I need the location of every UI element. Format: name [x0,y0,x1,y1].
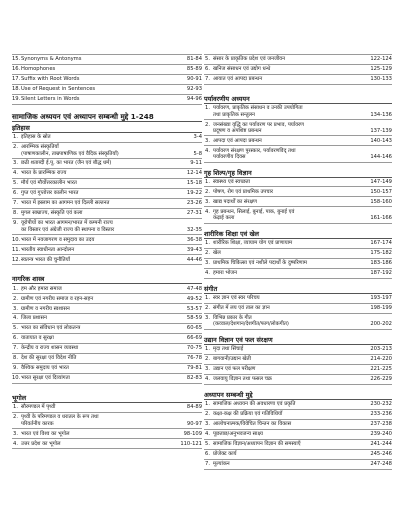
toc-entry [204,249,392,259]
entry-page-range: 122-124 [370,56,392,63]
entry-number: 16. [12,66,21,73]
entry-title: Suffix with Root Words [21,76,80,83]
entry-title: ग्रामीण एवं नगरीय समाज व रहन-सहन [21,295,94,302]
entry-title: Silent Letters in Words [21,96,80,103]
toc-entry [12,143,202,159]
entry-number: 15. [12,56,21,63]
entry-title: इतिहास के स्रोत [21,134,51,141]
entry-title: कक्षा-कक्ष की प्रक्रिया एवं गतिविधियाँ [213,411,283,418]
entry-number: 8. [13,355,18,362]
entry-page-range: 66-69 [186,335,202,342]
history-heading: इतिहास [12,122,202,133]
entry-page-range: 214-220 [370,356,392,363]
horticulture-list [204,345,392,385]
entry-number: 1. [205,240,210,247]
entry-title: खेल [213,250,221,257]
entry-number: 17. [12,76,21,83]
toc-entry [204,104,392,120]
entry-number: 10. [12,375,21,382]
entry-number: 4. [13,440,18,447]
entry-title: छठी शताब्दी ई.पू. का भारत (जैन एवं बौद्ध धर्म) [21,160,112,167]
entry-number: 2. [205,250,210,257]
entry-title: आयात एवं आपदा प्रबन्धन [213,76,263,83]
entry-page-range: 193-197 [370,294,392,301]
entry-number: 7. [205,460,210,467]
entry-page-range: 198-199 [370,304,392,311]
toc-entry [12,304,202,314]
toc-entry [204,65,392,75]
entry-number: 8. [13,210,18,217]
physical-education-heading: शारीरिक शिक्षा एवं खेल [204,228,392,239]
entry-number: 2. [205,356,210,363]
physical-education-list [204,239,392,279]
entry-title: मुगल साम्राज्य, संस्कृति एवं कला [21,210,83,217]
entry-number: 6. [205,66,210,73]
entry-title: बागवानी/उद्यान खेती [213,356,251,363]
entry-title: Synonyms & Antonyms [21,56,82,63]
toc-entry [12,344,202,354]
music-heading: संगीत [204,283,392,294]
toc-entry [12,429,202,439]
entry-title: पर्यावरण, प्राकृतिक संसाधन व उनकी उपयोगिता तथा प्राकृतिक सन्तुलन [213,105,303,118]
entry-page-range: 32-35 [186,226,202,233]
toc-entry [12,314,202,324]
entry-title: प्रोजेक्ट कार्य [213,450,237,457]
entry-page-range: 147-149 [370,178,392,185]
entry-number: 5. [205,56,210,63]
toc-entry [12,374,202,384]
entry-page-range: 183-186 [370,260,392,266]
toc-entry [204,365,392,375]
entry-number: 9. [13,365,18,372]
toc-entry [12,189,202,199]
toc-entry [204,355,392,365]
environment-list [204,104,392,163]
entry-number: 3. [205,260,210,266]
toc-entry [12,85,202,95]
entry-page-range: 3-4 [193,134,202,141]
entry-page-range: 49-52 [186,295,202,302]
left-column [12,54,202,449]
entry-number: 18. [12,86,21,93]
entry-number: 3. [205,314,210,321]
entry-title: आरम्भिक संस्कृतियाँ (पाषाणकालीन, ताम्रपाषाणिक एवं वैदिक संस्कृतियाँ) [21,144,119,157]
entry-page-range: 110-121 [180,440,202,447]
music-list [204,294,392,330]
entry-page-range: 233-236 [370,411,392,418]
entry-number: 4. [205,208,210,215]
entry-page-range: 84-89 [186,404,202,411]
entry-number: 2. [205,121,210,128]
entry-page-range: 58-59 [186,315,202,322]
civics-heading: नागरिक शास्त्र [12,273,202,284]
entry-page-range: 200-202 [370,321,392,328]
entry-page-range: 81-84 [186,56,202,63]
entry-title: यूरोपीयों का भारत आगमन/भारत में कम्पनी राज्य का विस्तार एवं अंग्रेजी राज्य की स्थापना व विस्तार [21,220,115,233]
entry-title: पूछताछ/अनुभवजन्य साक्ष्य [213,431,263,438]
entry-title: आपदा एवं आपदा प्रबन्धन [213,137,262,144]
entry-title: केन्द्रीय व राज्य शासन व्यवस्था [21,345,79,352]
entry-title: वैश्विक समुदाय एवं भारत [21,365,69,372]
entry-title: पर्यावरण संरक्षण पुरस्कार, पर्यावरणविद् तथा पर्यावरणीय दिवस [213,147,296,160]
entry-page-range: 94-96 [186,96,202,103]
toc-entry [204,120,392,136]
entry-page-range: 92-93 [186,86,202,93]
entry-title: संसार के प्राकृतिक प्रदेश एवं जनजीवन [213,56,285,63]
entry-title: मृदा तथा सिंचाई [213,346,244,353]
horticulture-heading: उद्यान विज्ञान एवं फल संरक्षण [204,334,392,345]
entry-number: 10. [12,236,21,243]
entry-title: संगीत में लय एवं ताल का ज्ञान [213,304,270,311]
toc-entry [12,439,202,449]
toc-entry [204,75,392,85]
entry-page-range: 203-213 [370,346,392,353]
entry-title: आलोचनात्मक/विवेचित चिन्तन का विकास [213,421,292,428]
entry-title: मूल्यांकन [213,460,230,467]
entry-number: 7. [13,200,18,207]
toc-entry [204,304,392,314]
entry-page-range: 60-65 [186,325,202,332]
entry-page-range: 134-136 [370,111,392,118]
entry-page-range: 230-232 [370,401,392,408]
entry-number: 2. [13,144,18,151]
entry-title: सौरमण्डल में पृथ्वी [21,404,56,411]
toc-entry [12,199,202,209]
entry-title: स्वास्थ्य एवं स्वच्छता [213,178,250,185]
toc-entry [12,245,202,255]
entry-title: जलवायु विज्ञान तथा फसल चक्र [213,376,272,383]
entry-number: 5. [205,441,210,447]
toc-entry [204,269,392,279]
toc-entry [12,324,202,334]
entry-page-range: 158-160 [370,198,392,205]
geography-continued-list [204,54,392,85]
right-column [204,54,392,470]
entry-number: 6. [13,335,18,342]
entry-page-range: 15-18 [186,180,202,187]
entry-page-range: 90-91 [186,76,202,83]
entry-title: भारतीय स्वाधीनता आन्दोलन [21,246,75,253]
toc-entry [12,284,202,294]
geography-list [12,403,202,449]
entry-number: 3. [205,137,210,144]
entry-title: भारत सुरक्षा एवं दिव्यांगता [21,375,70,382]
entry-page-range: 90-97 [186,420,202,427]
entry-number: 2. [13,414,18,421]
toc-entry [12,133,202,143]
toc-entry [12,219,202,235]
entry-number: 1. [205,178,210,185]
home-science-list [204,178,392,224]
entry-title: हम और हमारा समाज [21,285,62,292]
entry-page-range: 239-240 [370,431,392,438]
entry-number: 3. [13,160,18,167]
toc-entry [204,314,392,330]
toc-entry [204,259,392,269]
toc-entry [12,95,202,105]
toc-entry [12,159,202,169]
toc-entry [204,420,392,430]
entry-title: उत्तर प्रदेश का भूगोल [21,440,61,447]
entry-page-range: 144-146 [370,153,392,160]
entry-title: उद्यान एवं फल परीक्षण [213,366,256,373]
entry-page-range: 76-78 [186,355,202,362]
entry-number: 1. [13,404,18,411]
geography-heading: भूगोल [12,392,202,403]
entry-number: 6. [13,190,18,197]
toc-entry [12,209,202,219]
pedagogy-heading: अध्यापन सम्बन्धी मुद्दे [204,389,392,400]
entry-number: 19. [12,96,21,103]
entry-page-range: 241-244 [370,441,392,447]
entry-title: यातायात व सुरक्षा [21,335,54,342]
toc-entry [204,410,392,420]
entry-title: स्वर ज्ञान एवं स्वर परिचय [213,294,260,301]
entry-number: 4. [205,376,210,383]
entry-page-range: 125-129 [370,66,392,73]
entry-title: प्राथमिक चिकित्सा एवं नशीले पदार्थों के दुष्परिणाम [213,260,307,266]
entry-title: भारत का संविधान एवं लोकतन्त्र [21,325,81,332]
entry-page-range: 39-43 [186,246,202,253]
pedagogy-list [204,400,392,470]
entry-number: 1. [205,346,210,353]
entry-number: 2. [205,411,210,418]
entry-number: 3. [205,366,210,373]
entry-number: 1. [13,285,18,292]
entry-number: 4. [205,431,210,438]
entry-title: भारत एवं विश्व का भूगोल [21,430,70,437]
toc-entry [204,430,392,440]
entry-number: 12. [12,256,21,263]
entry-page-range: 44-46 [186,256,202,263]
entry-title: Use of Request in Sentences [21,86,96,93]
toc-entry [204,178,392,188]
entry-title: गुप्त एवं गुप्तोत्तर कालीन भारत [21,190,79,197]
entry-title: भारत में नवजागरण व समुदाय का उदय [21,236,95,243]
entry-page-range: 187-192 [370,269,392,276]
main-section-heading: सामाजिक अध्ययन एवं अध्यापन सम्बन्धी मुद्दे 1-248 [12,109,202,122]
toc-entry [12,403,202,413]
english-list [12,54,202,105]
entry-page-range: 5-8 [193,150,202,157]
toc-entry [12,413,202,429]
entry-page-range: 130-133 [370,76,392,83]
entry-page-range: 36-38 [186,236,202,243]
entry-title: गृह प्रबन्धन, सिलाई, बुनाई, पाक, बुनाई एवं कढ़ाई कला [213,208,295,222]
entry-page-range: 245-246 [370,450,392,457]
toc-entry [204,345,392,355]
entry-title: स्वतन्त्र भारत की चुनौतियाँ [21,256,70,263]
entry-page-range: 137-139 [370,127,392,134]
entry-page-range: 175-182 [370,250,392,257]
entry-number: 7. [13,345,18,352]
entry-page-range: 167-174 [370,240,392,247]
environment-heading: पर्यावरणीय अध्ययन [204,93,392,104]
toc-entry [12,179,202,189]
entry-title: हमारा भोजन [213,269,238,276]
entry-title: पृथ्वी के परिमण्डल व धरातल के रूप तथा परिवर्तनीय कारक [21,414,99,427]
entry-page-range: 237-238 [370,421,392,428]
entry-number: 5. [13,325,18,332]
entry-number: 2. [13,295,18,302]
entry-page-range: 79-81 [186,365,202,372]
entry-number: 4. [205,269,210,276]
entry-number: 4. [13,170,18,177]
entry-title: सामाजिक अध्ययन की अवधारणा एवं प्रकृति [213,401,296,408]
toc-entry [204,400,392,410]
entry-page-range: 247-248 [370,460,392,467]
entry-number: 4. [13,315,18,322]
toc-entry [204,197,392,207]
entry-number: 3. [13,430,18,437]
toc-entry [12,354,202,364]
entry-page-range: 140-143 [370,137,392,144]
entry-page-range: 47-48 [186,285,202,292]
entry-page-range: 221-225 [370,366,392,373]
entry-number: 1. [13,134,18,141]
entry-title: खाद्य पदार्थों का संरक्षण [213,198,257,205]
entry-title: ग्रामीण व नगरीय स्वशासन [21,305,70,312]
toc-entry [204,187,392,197]
toc-entry [204,294,392,304]
history-list [12,133,202,265]
entry-number: 7. [205,76,210,83]
entry-title: खनिज संसाधन एवं उद्योग धन्धे [213,66,271,73]
entry-page-range: 161-166 [370,215,392,222]
toc-entry [204,450,392,460]
entry-page-range: 70-75 [186,345,202,352]
entry-number: 9. [13,220,18,227]
entry-title: मौर्य एवं मौर्योत्तरकालीन भारत [21,180,77,187]
entry-page-range: 27-31 [186,210,202,217]
toc-entry [12,75,202,85]
entry-title: पोषण, रोग एवं प्राथमिक उपचार [213,188,274,195]
toc-entry [204,440,392,450]
home-science-heading: गृह शिल्प/गृह विज्ञान [204,167,392,178]
entry-page-range: 53-57 [186,305,202,312]
entry-page-range: 98-109 [183,430,202,437]
entry-title: भारत के प्रारम्भिक राज्य [21,170,67,177]
entry-title: सामाजिक विज्ञान/अध्यापन विज्ञान की समस्याएँ [213,441,301,447]
entry-number: 4. [205,147,210,154]
toc-entry [12,235,202,245]
entry-number: 1. [205,401,210,408]
toc-entry [12,169,202,179]
entry-page-range: 23-26 [186,200,202,207]
toc-entry [12,65,202,75]
entry-number: 3. [205,198,210,205]
entry-title: Homophones [21,66,56,73]
entry-page-range: 12-14 [186,170,202,177]
entry-number: 6. [205,450,210,457]
entry-number: 2. [205,188,210,195]
toc-entry [12,364,202,374]
civics-list [12,284,202,384]
toc-entry [204,207,392,223]
entry-page-range: 150-157 [370,188,392,195]
entry-number: 3. [13,305,18,312]
entry-page-range: 85-89 [186,66,202,73]
entry-number: 3. [205,421,210,428]
entry-title: जनसंख्या वृद्धि का पर्यावरण पर प्रभाव, पर्यावरण प्रदूषण व अपशिष्ट प्रबन्धन [213,121,304,134]
toc-entry [204,146,392,162]
entry-page-range: 226-229 [370,376,392,383]
entry-title: विभिन्न प्रकार के गीत (कव्वाल/देशगान/देशगीत/फाग/लोकगीत) [213,314,289,328]
entry-number: 2. [205,304,210,311]
entry-title: भारत में इस्लाम का आगमन एवं दिल्ली सल्तनत [21,200,110,207]
toc-entry [12,55,202,65]
entry-number: 11. [12,246,21,253]
entry-number: 1. [205,294,210,301]
entry-number: 5. [13,180,18,187]
toc-entry [204,239,392,249]
entry-title: देश की सुरक्षा एवं विदेश नीति [21,355,77,362]
entry-page-range: 19-22 [186,190,202,197]
entry-page-range: 9-11 [190,160,202,167]
toc-entry [204,460,392,470]
entry-title: जिला प्रशासन [21,315,47,322]
entry-title: शारीरिक शिक्षा, व्यायाम योग एवं प्राणायाम [213,240,293,247]
entry-page-range: 82-83 [186,375,202,382]
toc-entry [12,255,202,265]
toc-entry [204,375,392,385]
toc-entry [12,294,202,304]
toc-entry [204,55,392,65]
entry-number: 1. [205,105,210,112]
toc-entry [204,136,392,146]
toc-entry [12,334,202,344]
